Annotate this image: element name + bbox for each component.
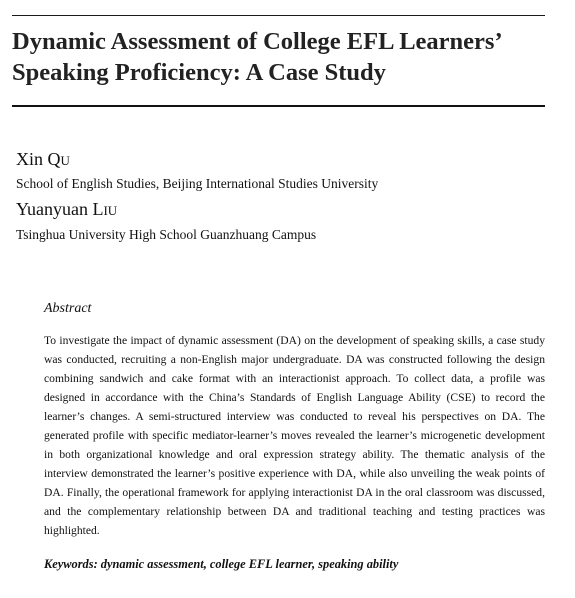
author-1-family-name: Qu [47, 149, 70, 169]
paper-title: Dynamic Assessment of College EFL Learners’ Speaking Proficiency: A Case Study [12, 28, 501, 86]
author-1-name [16, 148, 70, 170]
top-rule [12, 15, 545, 16]
author-1-given-name: Xin [16, 149, 43, 169]
abstract-text: To investigate the impact of dynamic assessment (DA) on the development of speaking skills, a case study was conducted, recruiting a non-English major undergraduate. DA was constructed following the design combining sandwich and cake format with an interactionist approach. To collect data, a profile was designed in accordance with the China’s Standards of English Language Ability (CSE) to record the learner’s changes. A semi-structured interview was conducted to reveal his perspectives on DA. The generated profile with specific mediator-learner’s moves revealed the learner’s microgenetic development in both organizational knowledge and oral expression strategy ability. The thematic analysis of the interview demonstrated the learner’s positive experience with DA, while also unveiling the weak points of DA. Finally, the operational framework for applying interactionist DA in the oral classroom was discussed, and the complementary relationship between DA and traditional teaching and testing practices was highlighted. [44, 334, 545, 537]
author-1-affiliation: School of English Studies, Beijing International Studies University [16, 176, 379, 191]
author-2-affiliation: Tsinghua University High School Guanzhuang Campus [16, 227, 317, 242]
author-2-name [16, 198, 117, 220]
abstract-heading: Abstract [44, 301, 92, 316]
author-2-family-name: Liu [92, 199, 118, 219]
keywords-line: Keywords: dynamic assessment, college EFL learner, speaking ability [44, 557, 399, 571]
author-2-given-name: Yuanyuan [16, 199, 88, 219]
title-bottom-rule [12, 105, 545, 107]
